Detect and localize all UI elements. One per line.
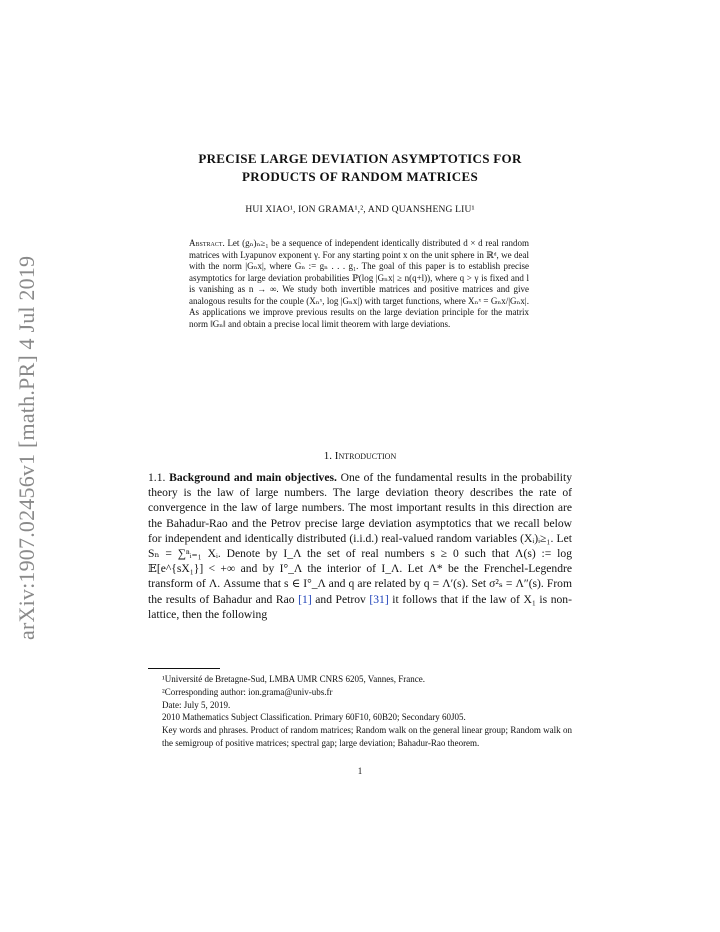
abstract-label: Abstract. [189,238,225,248]
paragraph-text-c: it follows that if the law of X₁ is non-lattice, then the following [148,592,572,621]
footnote-date: Date: July 5, 2019. [162,699,231,710]
abstract-text: Let (gₙ)ₙ≥₁ be a sequence of independent identically distributed d × d real random matrices with Lyapunov exponent γ. For any starting point x on the unit sphere in ℝᵈ, we deal with the norm |Gₙx|, where Gₙ := gₙ . . . g₁. The goal of this paper is to establish precise asymptotics for large deviation probabilities ℙ(log |Gₙx| ≥ n(q+l)), where q > γ is fixed and l is vanishing as n → ∞. We study both invertible matrices and positive matrices and give analogous results for the couple (Xₙˣ, log |Gₙx|) with target functions, where Xₙˣ = Gₙx/|Gₙx|. As applications we improve previous results on the large deviation principle for the matrix norm ‖Gₙ‖ and obtain a precise local limit theorem with large deviations. [189,238,529,329]
citation-link-1[interactable]: [1] [298,592,312,606]
paragraph-text-a: One of the fundamental results in the probability theory is the law of large numbers. The large deviation theory describes the rate of convergence in the law of large numbers. The most important results in this direction are the Bahadur-Rao and the Petrov precise large deviation asymptotics that we recall below for independent and identically distributed (i.i.d.) real-valued random variables (Xᵢ)ᵢ≥₁. Let Sₙ = ∑ⁿᵢ₌₁ Xᵢ. Denote by I_Λ the set of real numbers s ≥ 0 such that Λ(s) := log 𝔼[e^{sX₁}] < +∞ and by I°_Λ the interior of I_Λ. Let Λ* be the Frenchel-Legendre transform of Λ. Assume that s ∈ I°_Λ and q are related by q = Λ′(s). Set σ²ₛ = Λ″(s). From the results of Bahadur and Rao [148,471,572,606]
footnote-affiliation: ¹Université de Bretagne-Sud, LMBA UMR CNRS 6205, Vannes, France. [162,674,426,684]
footnote-corresponding-author: ²Corresponding author: ion.grama@univ-ubs.fr [162,686,333,697]
paper-title [148,150,572,186]
abstract [189,238,529,330]
section-title: Introduction [334,450,397,462]
footnote-msc: 2010 Mathematics Subject Classification. Primary 60F10, 60B20; Secondary 60J05. [162,712,466,723]
title-line-1: PRECISE LARGE DEVIATION ASYMPTOTICS FOR [198,151,522,166]
footnotes [148,673,572,750]
page-number: 1 [357,766,363,776]
footnote-rule [148,668,220,669]
section-heading [148,450,572,462]
subsection-title: Background and main objectives. [169,471,337,484]
citation-link-31[interactable]: [31] [369,592,389,606]
subsection-number: 1.1. [148,471,166,484]
paragraph-text-b: and Petrov [315,592,366,606]
title-line-2: PRODUCTS OF RANDOM MATRICES [242,169,478,184]
author-list: HUI XIAO¹, ION GRAMA¹,², AND QUANSHENG LIU¹ [245,205,475,215]
footnote-keywords: Key words and phrases. Product of random matrices; Random walk on the general linear group; Random walk on the semigroup of positive matrices; spectral gap; large deviation; Bahadur-Rao theorem. [162,725,572,748]
arxiv-identifier-stamp: arXiv:1907.02456v1 [math.PR] 4 Jul 2019 [14,255,39,640]
intro-paragraph [148,470,572,622]
section-number: 1. [323,450,333,462]
